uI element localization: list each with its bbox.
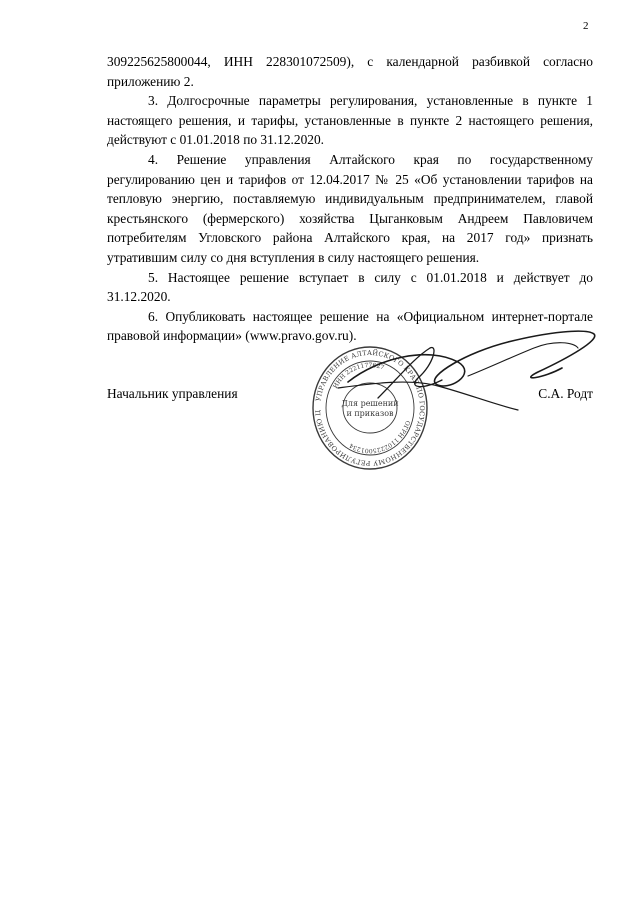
- paragraph-3: 3. Долгосрочные параметры регулирования, установленные в пункте 1 настоящего решения, и тарифы, установленные в пункте 2 настоящего решения, действуют с 01.01.2018 по 31.12.2020.: [107, 93, 593, 148]
- stamp-center-line1: Для решений: [341, 399, 399, 408]
- stamp-center-line2: и приказов: [346, 409, 394, 418]
- paragraph-4: 4. Решение управления Алтайского края по государственному регулированию цен и тарифов от 12.04.2017 № 25 «Об установлении тарифов на тепловую энергию, поставляемую индивидуальным предпринимателем, главой крестьянского (фермерского) хозяйства Цыганковым Андреем Павловичем потребителям Угловского района Алтайского края, на 2017 год» признать утратившим силу со дня вступления в силу настоящего решения.: [107, 151, 593, 265]
- handwritten-signature: [318, 318, 600, 455]
- document-body: [107, 52, 593, 346]
- paragraph-6: 6. Опубликовать настоящее решение на «Официальном интернет-портале правовой информации» (www.pravo.gov.ru).: [107, 308, 593, 344]
- signer-position: Начальник управления: [107, 386, 238, 401]
- signer-name: С.А. Родт: [538, 386, 593, 401]
- stamp-inn-text: ИНН 2221177627: [331, 361, 386, 390]
- signature-scribble-icon: [318, 318, 600, 455]
- paragraph-5: 5. Настоящее решение вступает в силу с 01.01.2018 и действует до 31.12.2020.: [107, 269, 593, 305]
- paragraph-continuation: 309225625800044, ИНН 228301072509), с календарной разбивкой согласно приложению 2.: [107, 54, 593, 89]
- page-number: 2: [583, 20, 589, 32]
- stamp-ogrn-text: ОГРН 1102225001234: [348, 419, 412, 455]
- stamp-outer-text: УПРАВЛЕНИЕ АЛТАЙСКОГО КРАЯ ПО ГОСУДАРСТВЕННОМУ РЕГУЛИРОВАНИЮ Ц: [313, 348, 427, 468]
